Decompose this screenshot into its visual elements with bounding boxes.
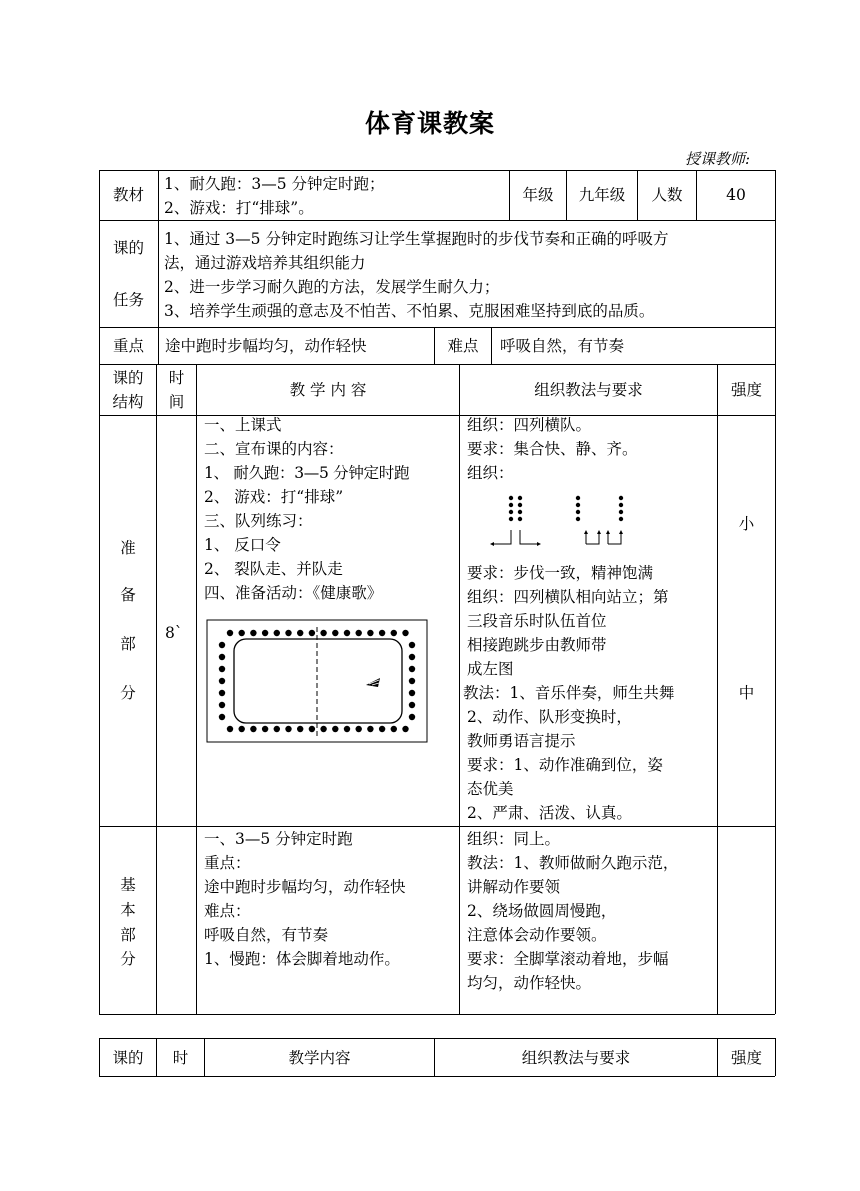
basic-method-line: 均匀，动作轻快。 [467, 974, 592, 992]
student-dot [309, 630, 315, 636]
student-dot [285, 726, 291, 732]
student-dot [274, 726, 280, 732]
basic-label-1: 基 [120, 876, 136, 894]
student-dot [219, 702, 225, 708]
student-dot [219, 690, 225, 696]
basic-content-line: 呼吸自然，有节奏 [204, 926, 329, 944]
prep-method-line: 教法：1、音乐伴奏，师生共舞 [463, 684, 675, 702]
student-dot [391, 630, 397, 636]
difficulty-label: 难点 [447, 337, 479, 355]
student-dot [239, 630, 245, 636]
prep-method-line: 组织： [467, 464, 514, 482]
prep-method-line: 组织：四列横队相向站立；第 [467, 588, 669, 606]
count-label: 人数 [651, 186, 683, 204]
footer-time: 时 [172, 1049, 189, 1067]
basic-content-line: 途中跑时步幅均匀，动作轻快 [204, 878, 406, 896]
header-time-line: 时 [168, 369, 185, 387]
basic-content [204, 827, 459, 971]
prep-content-line: 1、 耐久跑：3—5 分钟定时跑 [204, 464, 410, 482]
student-dot [274, 630, 280, 636]
task-label-a: 课的 [112, 239, 144, 257]
prep-method-line: 2、动作、队形变换时， [467, 708, 632, 726]
task-item: 1、通过 3—5 分钟定时跑练习让学生掌握跑时的步伐节奏和正确的呼吸方 [164, 230, 669, 248]
queue-formation-diagram [488, 494, 633, 552]
header-structure-line: 结构 [112, 393, 144, 411]
student-dot [367, 630, 373, 636]
basic-content-line: 一、3—5 分钟定时跑 [204, 830, 353, 848]
student-dot [379, 630, 385, 636]
student-dot [320, 630, 326, 636]
student-dot [379, 726, 385, 732]
basic-method-line: 2、绕场做圆周慢跑， [467, 902, 617, 920]
prep-method-bottom [463, 561, 717, 825]
task-item: 2、进一步学习耐久跑的方法，发展学生耐久力； [164, 278, 500, 296]
student-dot [409, 666, 415, 672]
prep-content-line: 1、 反口令 [204, 536, 281, 554]
difficulty-value: 呼吸自然，有节奏 [500, 337, 625, 355]
student-dot [409, 702, 415, 708]
footer-method: 组织教法与要求 [521, 1049, 631, 1067]
key-point-label: 重点 [112, 337, 144, 355]
basic-method-line: 组织：同上。 [467, 830, 561, 848]
prep-content-line: 一、上课式 [204, 416, 282, 434]
student-dot [409, 714, 415, 720]
prep-method-line: 要求：步伐一致，精神饱满 [467, 564, 654, 582]
prep-method-line: 要求：集合快、静、齐。 [467, 440, 638, 458]
basic-label-2: 本 [120, 901, 136, 919]
footer-content: 教学内容 [288, 1049, 351, 1067]
student-dot [367, 726, 373, 732]
student-dot [219, 666, 225, 672]
student-dot [402, 630, 408, 636]
prep-method-line: 要求：1、动作准确到位，姿 [467, 756, 663, 774]
count-value: 40 [726, 186, 746, 204]
student-dot [297, 630, 303, 636]
student-dot [409, 690, 415, 696]
grade-label: 年级 [522, 186, 554, 204]
header-intensity: 强度 [730, 381, 762, 399]
prep-content-line: 二、宣布课的内容： [204, 440, 344, 458]
student-dot [250, 726, 256, 732]
prep-method-line: 态优美 [467, 780, 514, 798]
basic-content-line: 难点： [204, 902, 251, 920]
header-time-line: 间 [168, 393, 185, 411]
student-dot [262, 726, 268, 732]
student-dot [309, 726, 315, 732]
material-item: 1、耐久跑：3—5 分钟定时跑； [164, 175, 385, 193]
student-dot [297, 726, 303, 732]
student-dot [356, 726, 362, 732]
basic-method-line: 要求：全脚掌滚动着地，步幅 [467, 950, 669, 968]
student-dot [219, 714, 225, 720]
prep-method-line: 相接跑跳步由教师带 [467, 636, 607, 654]
prep-content-line: 四、准备活动：《健康歌》 [204, 584, 383, 602]
task-label-b: 任务 [112, 291, 144, 309]
key-point-value: 途中跑时步幅均匀，动作轻快 [165, 337, 367, 355]
student-dot [250, 630, 256, 636]
material-item: 2、游戏：打“排球”。 [164, 199, 314, 217]
student-dot [320, 726, 326, 732]
student-dot [344, 726, 350, 732]
student-dot [391, 726, 397, 732]
student-dot [402, 726, 408, 732]
prep-label-2: 备 [120, 586, 136, 604]
basic-content-line: 重点： [204, 854, 251, 872]
header-method: 组织教法与要求 [534, 381, 643, 399]
student-dot [219, 642, 225, 648]
prep-time: 8` [165, 624, 183, 642]
student-dot [239, 726, 245, 732]
prep-method-line: 组织：四列横队。 [467, 416, 592, 434]
basic-label-4: 分 [120, 950, 136, 968]
student-dot [227, 726, 233, 732]
student-dot [285, 630, 291, 636]
prep-intensity-1: 小 [738, 515, 755, 533]
header-structure-line: 课的 [112, 369, 144, 387]
header-time [157, 366, 196, 414]
basic-method [467, 827, 717, 995]
page-title: 体育课教案 [364, 109, 495, 138]
prep-content-line: 2、 游戏：打“排球” [204, 488, 344, 506]
basic-label-3: 部 [120, 926, 136, 944]
prep-label-3: 部 [120, 635, 136, 653]
student-dot [332, 630, 338, 636]
prep-method-line: 2、严肃、活泼、认真。 [467, 804, 632, 822]
student-dot [227, 630, 233, 636]
material-content [164, 172, 508, 220]
student-dot [332, 726, 338, 732]
student-dot [262, 630, 268, 636]
basic-method-line: 注意体会动作要领。 [467, 926, 607, 944]
prep-method-top [467, 413, 717, 485]
student-dot [409, 654, 415, 660]
student-dot [409, 642, 415, 648]
prep-intensity-2: 中 [738, 684, 755, 702]
footer-structure: 课的 [112, 1049, 144, 1067]
task-item: 3、培养学生顽强的意志及不怕苦、不怕累、克服困难坚持到底的品质。 [164, 302, 655, 320]
prep-content [204, 413, 459, 605]
prep-label-4: 分 [120, 684, 136, 702]
prep-method-line: 教师勇语言提示 [467, 732, 576, 750]
student-dot [344, 630, 350, 636]
grade-value: 九年级 [578, 186, 626, 204]
basic-content-line: 1、慢跑：体会脚着地动作。 [204, 950, 400, 968]
header-content: 教 学 内 容 [289, 381, 367, 399]
task-list [164, 227, 774, 323]
teacher-label: 授课教师: [684, 150, 750, 168]
prep-method-line: 三段音乐时队伍首位 [467, 612, 607, 630]
student-dot [409, 678, 415, 684]
material-label: 教材 [112, 186, 144, 204]
prep-method-line: 成左图 [467, 660, 514, 678]
footer-intensity: 强度 [730, 1049, 762, 1067]
task-item: 法，通过游戏培养其组织能力 [164, 254, 366, 272]
basic-method-line: 讲解动作要领 [467, 878, 561, 896]
student-dot [356, 630, 362, 636]
basic-method-line: 教法：1、教师做耐久跑示范， [467, 854, 679, 872]
prep-content-line: 2、 裂队走、并队走 [204, 560, 343, 578]
prep-label-1: 准 [120, 539, 136, 557]
header-structure [100, 366, 156, 414]
prep-content-line: 三、队列练习： [204, 512, 313, 530]
warmup-formation-diagram [206, 619, 428, 744]
student-dot [219, 678, 225, 684]
student-dot [219, 654, 225, 660]
